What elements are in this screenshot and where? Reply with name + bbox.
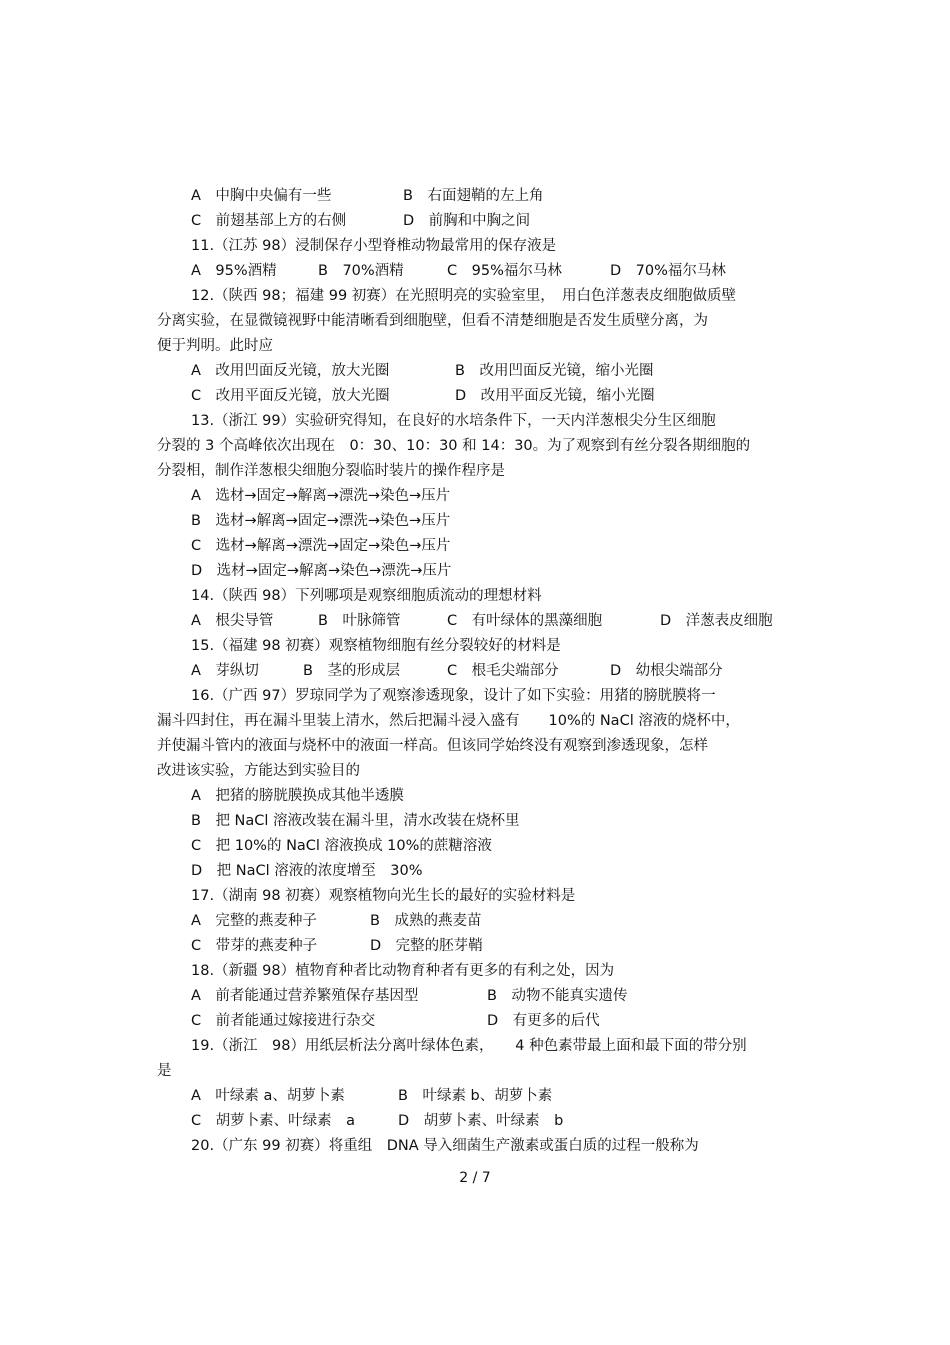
q14-option-c: C 有叶绿体的黑藻细胞 <box>447 613 603 629</box>
q11-option-c: C 95%福尔马林 <box>447 263 562 279</box>
q18-option-b: B 动物不能真实遗传 <box>487 988 628 1004</box>
q12-option-c: C 改用平面反光镜，放大光圈 <box>191 388 390 404</box>
q16-stem-line3: 并使漏斗管内的液面与烧杯中的液面一样高。但该同学始终没有观察到渗透现象，怎样 <box>157 738 708 754</box>
q15-option-b: B 茎的形成层 <box>303 663 400 679</box>
q12-option-d: D 改用平面反光镜，缩小光圈 <box>455 388 655 404</box>
q17-stem: 17.（湖南 98 初赛）观察植物向光生长的最好的实验材料是 <box>191 888 576 904</box>
q13-option-c: C 选材→解离→漂洗→固定→染色→压片 <box>191 538 451 554</box>
q18-stem: 18.（新疆 98）植物育种者比动物育种者有更多的有利之处，因为 <box>191 963 615 979</box>
q12-stem-line1: 12.（陕西 98；福建 99 初赛）在光照明亮的实验室里， 用白色洋葱表皮细胞做质壁 <box>191 288 737 304</box>
q15-stem: 15.（福建 98 初赛）观察植物细胞有丝分裂较好的材料是 <box>191 638 561 654</box>
q13-option-d: D 选材→固定→解离→染色→漂洗→压片 <box>191 563 452 579</box>
q11-stem: 11.（江苏 98）浸制保存小型脊椎动物最常用的保存液是 <box>191 238 557 254</box>
q14-option-b: B 叶脉筛管 <box>318 613 401 629</box>
q16-option-c: C 把 10%的 NaCl 溶液换成 10%的蔗糖溶液 <box>191 838 492 854</box>
q18-option-a: A 前者能通过营养繁殖保存基因型 <box>191 988 419 1004</box>
q15-option-c: C 根毛尖端部分 <box>447 663 559 679</box>
q16-option-b: B 把 NaCl 溶液改装在漏斗里，清水改装在烧杯里 <box>191 813 520 829</box>
q10-option-b: B 右面翅鞘的左上角 <box>403 188 544 204</box>
q11-option-b: B 70%酒精 <box>318 263 404 279</box>
q12-option-b: B 改用凹面反光镜，缩小光圈 <box>455 363 654 379</box>
q18-option-c: C 前者能通过嫁接进行杂交 <box>191 1013 376 1029</box>
q11-option-a: A 95%酒精 <box>191 263 277 279</box>
q10-option-d: D 前胸和中胸之间 <box>403 213 531 229</box>
q16-stem-line4: 改进该实验，方能达到实验目的 <box>157 763 360 779</box>
q14-option-a: A 根尖导管 <box>191 613 274 629</box>
q17-option-b: B 成熟的燕麦苗 <box>370 913 482 929</box>
q19-stem-line1: 19.（浙江 98）用纸层析法分离叶绿体色素， 4 种色素带最上面和最下面的带分别 <box>191 1038 747 1054</box>
q16-stem-line2: 漏斗四封住，再在漏斗里装上清水，然后把漏斗浸入盛有 10%的 NaCl 溶液的烧杯中， <box>157 713 740 729</box>
q17-option-a: A 完整的燕麦种子 <box>191 913 317 929</box>
q10-option-c: C 前翅基部上方的右侧 <box>191 213 347 229</box>
q12-option-a: A 改用凹面反光镜，放大光圈 <box>191 363 390 379</box>
q19-option-d: D 胡萝卜素、叶绿素 b <box>398 1113 564 1129</box>
q19-option-b: B 叶绿素 b、胡萝卜素 <box>398 1088 553 1104</box>
q19-option-c: C 胡萝卜素、叶绿素 a <box>191 1113 356 1129</box>
q16-option-d: D 把 NaCl 溶液的浓度增至 30% <box>191 863 423 879</box>
q15-option-d: D 幼根尖端部分 <box>610 663 723 679</box>
q13-option-a: A 选材→固定→解离→漂洗→染色→压片 <box>191 488 451 504</box>
q14-stem: 14.（陕西 98）下列哪项是观察细胞质流动的理想材料 <box>191 588 542 604</box>
q14-option-d: D 洋葱表皮细胞 <box>660 613 773 629</box>
q12-stem-line3: 便于判明。此时应 <box>157 338 273 354</box>
q19-stem-line2: 是 <box>157 1063 172 1079</box>
q20-stem: 20.（广东 99 初赛）将重组 DNA 导入细菌生产激素或蛋白质的过程一般称为 <box>191 1138 699 1154</box>
page-number: 2 / 7 <box>459 1170 491 1186</box>
q13-stem-line2: 分裂的 3 个高峰依次出现在 0：30、10：30 和 14：30。为了观察到有丝分裂各期细胞的 <box>157 438 751 454</box>
q13-option-b: B 选材→解离→固定→漂洗→染色→压片 <box>191 513 451 529</box>
q16-stem-line1: 16.（广西 97）罗琼同学为了观察渗透现象，设计了如下实验：用猪的膀胱膜将一 <box>191 688 716 704</box>
q18-option-d: D 有更多的后代 <box>487 1013 600 1029</box>
q13-stem-line3: 分裂相，制作洋葱根尖细胞分裂临时装片的操作程序是 <box>157 463 505 479</box>
q10-option-a: A 中胸中央偏有一些 <box>191 188 332 204</box>
q17-option-c: C 带芽的燕麦种子 <box>191 938 318 954</box>
q15-option-a: A 芽纵切 <box>191 663 259 679</box>
q17-option-d: D 完整的胚芽鞘 <box>370 938 483 954</box>
q12-stem-line2: 分离实验，在显微镜视野中能清晰看到细胞壁，但看不清楚细胞是否发生质壁分离，为 <box>157 313 708 329</box>
q11-option-d: D 70%福尔马林 <box>610 263 726 279</box>
q16-option-a: A 把猪的膀胱膜换成其他半透膜 <box>191 788 404 804</box>
q19-option-a: A 叶绿素 a、胡萝卜素 <box>191 1088 345 1104</box>
q13-stem-line1: 13.（浙江 99）实验研究得知，在良好的水培条件下，一天内洋葱根尖分生区细胞 <box>191 413 716 429</box>
